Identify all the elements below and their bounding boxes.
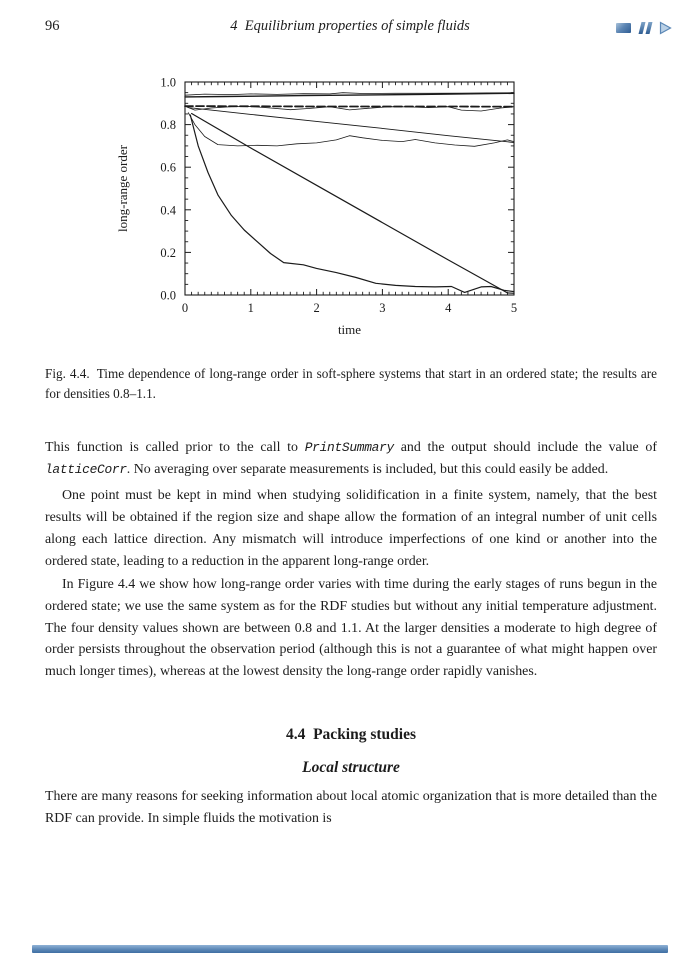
svg-text:3: 3	[379, 301, 386, 315]
p1-text-3: . No averaging over separate measurements is included, but this could easily be added.	[126, 461, 609, 477]
svg-text:0.2: 0.2	[160, 245, 176, 260]
code-printsummary: PrintSummary	[304, 440, 394, 455]
svg-text:5: 5	[510, 301, 518, 315]
pause-icon[interactable]	[640, 22, 650, 34]
svg-text:1.0: 1.0	[160, 75, 176, 90]
paragraph-solidification: One point must be kept in mind when studying solidification in a finite system, namely, that the best results will be obtained if the region size and shape allow the formation of an integral number of unit cells along each lattice direction. Any mismatch will introduce imperfections of one kind or another into the ordered state, leading to a reduction in the apparent long-range order.	[45, 488, 657, 569]
figure-caption	[45, 364, 657, 403]
p1-text-1: This function is called prior to the call to	[45, 440, 305, 455]
stop-icon[interactable]	[616, 23, 631, 33]
page-header	[0, 16, 700, 42]
figure-caption-text: Time dependence of long-range order in soft-sphere systems that start in an ordered state; the results are for densities 0.8–1.1.	[45, 366, 657, 401]
svg-text:2: 2	[313, 301, 320, 315]
svg-text:0.6: 0.6	[160, 160, 176, 175]
svg-text:1: 1	[247, 301, 254, 315]
bottom-page-rule	[32, 945, 668, 953]
paragraph-local-structure-intro: There are many reasons for seeking information about local atomic organization that is more detailed than the RDF can provide. In simple fluids the motivation is	[45, 789, 657, 826]
svg-text:time: time	[337, 322, 362, 337]
section-heading-packing-studies: 4.4 Packing studies	[285, 725, 417, 743]
pause-bar-right	[645, 22, 651, 34]
subsection-heading-local-structure: Local structure	[302, 759, 400, 777]
figure-caption-label: Fig. 4.4.	[45, 366, 90, 381]
pause-bar-left	[639, 22, 645, 34]
svg-text:long-range order: long-range order	[115, 145, 130, 232]
paragraph-figure-discussion: In Figure 4.4 we show how long-range order varies with time during the early stages of runs begun in the ordered state; we use the same system as for the RDF studies but without any initial temperature adjustment. The four density values shown are between 0.8 and 1.1. At the larger densities a moderate to high degree of order persists throughout the observation period (although this is not a guarantee of what might happen over much longer times), whereas at the lowest density the long-range order rapidly vanishes.	[45, 577, 657, 680]
svg-text:0: 0	[181, 301, 189, 315]
svg-text:4: 4	[445, 301, 452, 315]
svg-text:0.8: 0.8	[160, 118, 176, 133]
paragraph-printsummary	[45, 437, 657, 480]
figure-4-4-chart	[100, 60, 540, 345]
p1-text-2: and the output should include the value of	[393, 440, 657, 455]
running-head: 4 Equilibrium properties of simple fluids	[230, 18, 470, 34]
svg-text:0.0: 0.0	[160, 288, 176, 303]
body-text-column	[45, 437, 657, 830]
long-range-order-plot	[100, 60, 540, 345]
nav-controls	[616, 20, 672, 36]
svg-text:0.4: 0.4	[160, 203, 176, 218]
code-latticecorr: latticeCorr	[45, 461, 127, 477]
page-number: 96	[45, 18, 60, 34]
play-icon[interactable]	[659, 21, 672, 35]
